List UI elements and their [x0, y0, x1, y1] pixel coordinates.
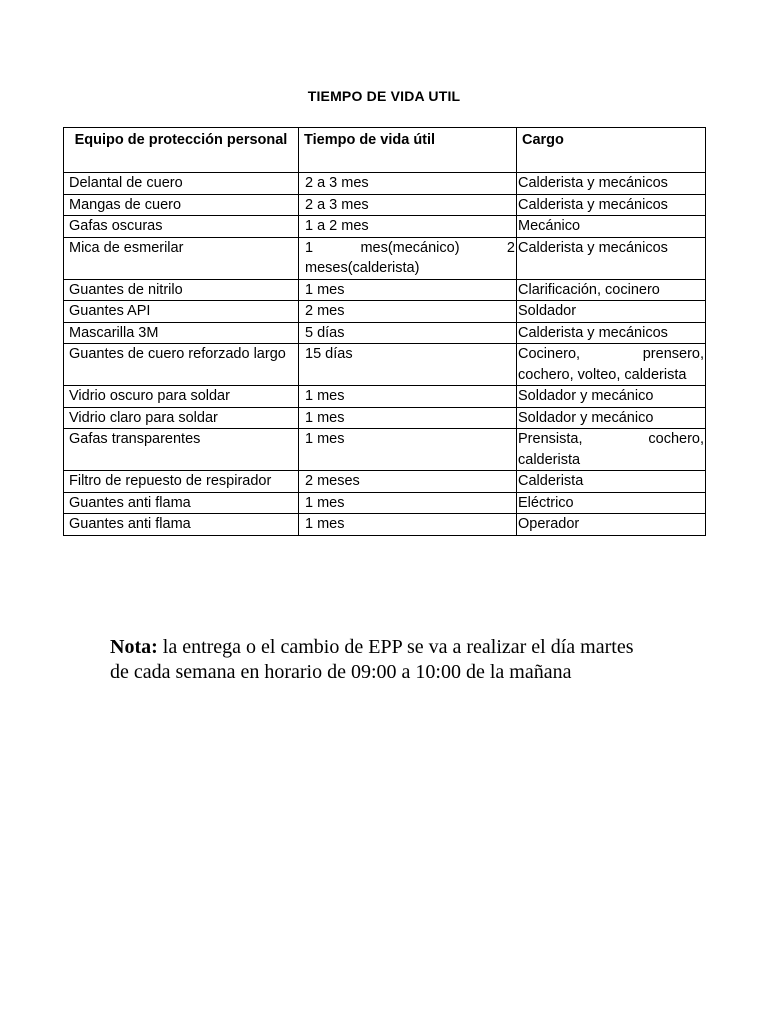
lifetime-cell: 1 mes	[299, 279, 517, 301]
table-row	[64, 386, 706, 408]
equipment-cell: Delantal de cuero	[64, 173, 299, 195]
role-cell: Soldador	[517, 301, 706, 323]
equipment-cell: Mascarilla 3M	[64, 322, 299, 344]
lifetime-cell: 1 mes	[299, 492, 517, 514]
header-equipment: Equipo de protección personal	[64, 128, 299, 173]
table-row	[64, 344, 706, 386]
delivery-note	[110, 635, 650, 685]
equipment-cell: Filtro de repuesto de respirador	[64, 471, 299, 493]
equipment-cell: Guantes API	[64, 301, 299, 323]
equipment-cell: Gafas transparentes	[64, 429, 299, 471]
role-cell: Calderista y mecánicos	[517, 173, 706, 195]
role-cell: Operador	[517, 514, 706, 536]
table-row	[64, 514, 706, 536]
equipment-cell: Vidrio claro para soldar	[64, 407, 299, 429]
table-row	[64, 279, 706, 301]
epp-lifetime-table	[63, 127, 706, 536]
note-label: Nota:	[110, 636, 158, 658]
lifetime-cell: 5 días	[299, 322, 517, 344]
lifetime-cell: 1 mes	[299, 429, 517, 471]
lifetime-cell: 2 a 3 mes	[299, 173, 517, 195]
role-cell: Calderista	[517, 471, 706, 493]
role-cell: Cocinero, prensero, cochero, volteo, calderista	[517, 344, 706, 386]
role-cell: Calderista y mecánicos	[517, 194, 706, 216]
equipment-cell: Mangas de cuero	[64, 194, 299, 216]
note-text: la entrega o el cambio de EPP se va a realizar el día martes de cada semana en horario de 09:00 a 10:00 de la mañana	[110, 636, 634, 683]
lifetime-cell: 15 días	[299, 344, 517, 386]
table-row	[64, 322, 706, 344]
equipment-cell: Gafas oscuras	[64, 216, 299, 238]
role-cell: Calderista y mecánicos	[517, 322, 706, 344]
table-row	[64, 216, 706, 238]
table-row	[64, 492, 706, 514]
equipment-cell: Guantes de cuero reforzado largo	[64, 344, 299, 386]
lifetime-cell: 1 a 2 mes	[299, 216, 517, 238]
role-cell: Clarificación, cocinero	[517, 279, 706, 301]
header-lifetime: Tiempo de vida útil	[299, 128, 517, 173]
lifetime-cell: 2 mes	[299, 301, 517, 323]
header-role: Cargo	[517, 128, 706, 173]
equipment-cell: Guantes de nitrilo	[64, 279, 299, 301]
lifetime-cell: 2 a 3 mes	[299, 194, 517, 216]
lifetime-cell: 1 mes	[299, 514, 517, 536]
role-cell: Mecánico	[517, 216, 706, 238]
equipment-cell: Guantes anti flama	[64, 514, 299, 536]
table-row	[64, 194, 706, 216]
lifetime-cell: 2 meses	[299, 471, 517, 493]
equipment-cell: Vidrio oscuro para soldar	[64, 386, 299, 408]
role-cell: Calderista y mecánicos	[517, 237, 706, 279]
lifetime-cell: 1 mes(mecánico) 2 meses(calderista)	[299, 237, 517, 279]
equipment-cell: Mica de esmerilar	[64, 237, 299, 279]
table-row	[64, 429, 706, 471]
table-row	[64, 173, 706, 195]
role-cell: Soldador y mecánico	[517, 386, 706, 408]
equipment-cell: Guantes anti flama	[64, 492, 299, 514]
table-row	[64, 237, 706, 279]
table-row	[64, 301, 706, 323]
role-cell: Eléctrico	[517, 492, 706, 514]
table-row	[64, 471, 706, 493]
table-header-row	[64, 128, 706, 173]
table-row	[64, 407, 706, 429]
document-title: TIEMPO DE VIDA UTIL	[307, 88, 461, 104]
lifetime-cell: 1 mes	[299, 386, 517, 408]
role-cell: Prensista, cochero, calderista	[517, 429, 706, 471]
role-cell: Soldador y mecánico	[517, 407, 706, 429]
lifetime-cell: 1 mes	[299, 407, 517, 429]
